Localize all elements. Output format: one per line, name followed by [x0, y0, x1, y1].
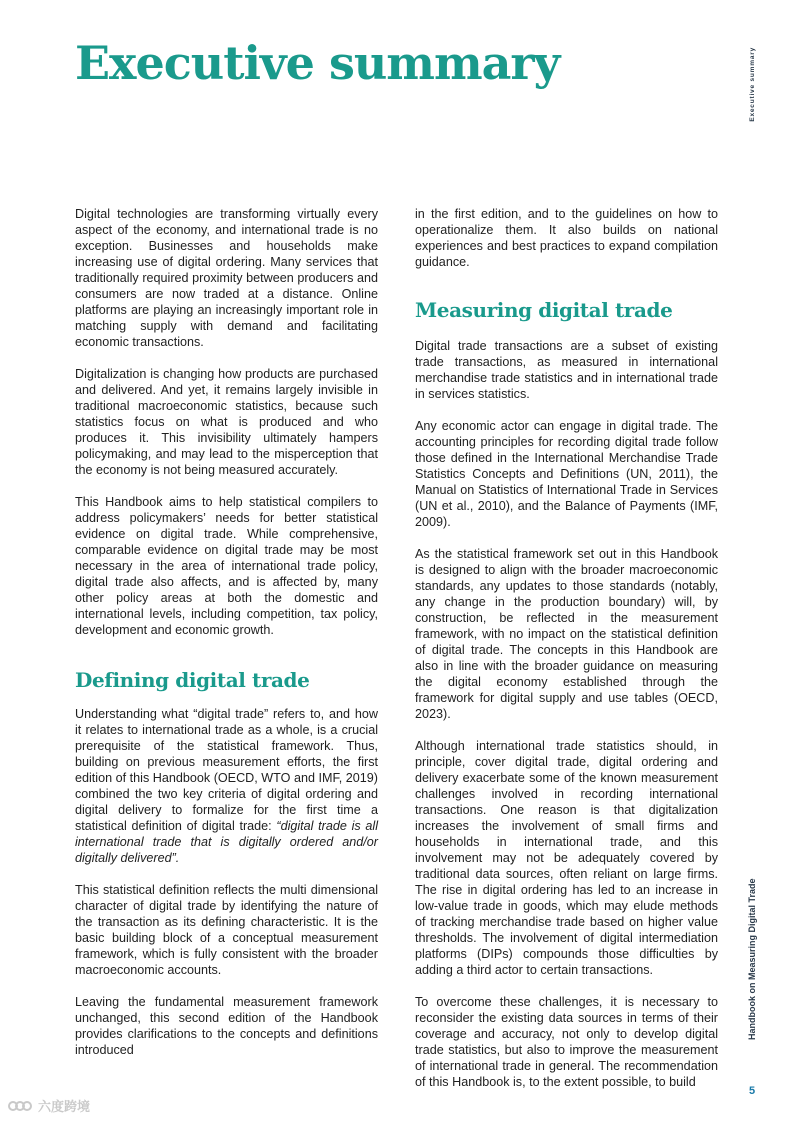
paragraph: Digital technologies are transforming virtually every aspect of the economy, and international trade is no exception. Businesses and households make increasing use of digital ordering. Many services that traditionally required proximity between producers and consumers are now traded at a distance. Online platforms are playing an increasingly important role in matching supply with demand and facilitating economic transactions.: [75, 207, 378, 349]
watermark-logo-icon: [8, 1098, 34, 1114]
watermark: [8, 1096, 90, 1115]
paragraph: This statistical definition reflects the multi dimensional character of digital trade by identifying the nature of the transaction as its defining characteristic. It is the basic building block of a conceptual measurement framework, which is fully consistent with the broader macroeconomic accounts.: [75, 883, 378, 977]
section-heading-measuring: Measuring digital trade: [415, 298, 673, 322]
paragraph: Digitalization is changing how products are purchased and delivered. And yet, it remains largely invisible in traditional macroeconomic statistics, because such statistics focus on what is produced and who produces it. This invisibility ultimately hampers policymaking, and may lead to the misperception that the economy is not being measured accurately.: [75, 367, 378, 477]
definition-quote: “digital trade is all international trade that is digitally ordered and/or digitally delivered”.: [75, 819, 379, 865]
page-title: Executive summary: [75, 36, 560, 90]
section-heading-defining: Defining digital trade: [75, 668, 310, 692]
paragraph-text: Understanding what “digital trade” refers to, and how it relates to international trade as a whole, is a crucial prerequisite of the statistical framework. Thus, building on previous measurement efforts, the first edition of this Handbook (OECD, WTO and IMF, 2019) combined the two key criteria of digital ordering and digital delivery to formalize for the first time a statistical definition of digital trade:: [75, 707, 378, 833]
right-column: [415, 206, 718, 1106]
paragraph: Leaving the fundamental measurement framework unchanged, this second edition of the Handbook provides clarifications to the concepts and definitions introduced: [75, 995, 378, 1057]
paragraph: Any economic actor can engage in digital trade. The accounting principles for recording digital trade follow those defined in the International Merchandise Trade Statistics Concepts and Definitions (UN, 2011), the Manual on Statistics of International Trade in Services (UN et al., 2010), and the Balance of Payments (IMF, 2009).: [415, 419, 718, 529]
paragraph: To overcome these challenges, it is necessary to reconsider the existing data sources in terms of their coverage and accuracy, not only to develop digital trade statistics, but also to improve the measurement of international trade in general. The recommendation of this Handbook is, to the extent possible, to build: [415, 995, 718, 1089]
paragraph: Digital trade transactions are a subset of existing trade transactions, as measured in international merchandise trade statistics and in international trade in services statistics.: [415, 339, 718, 401]
paragraph: This Handbook aims to help statistical compilers to address policymakers’ needs for better statistical evidence on digital trade. While comprehensive, comparable evidence on digital trade may be most necessary in the area of international trade policy, digital trade also affects, and is affected by, many other policy areas at both the domestic and international levels, including competition, tax policy, development and economic growth.: [75, 495, 378, 637]
page-number: 5: [749, 1085, 756, 1097]
paragraph: As the statistical framework set out in this Handbook is designed to align with the broader macroeconomic standards, any updates to those standards (notably, any change in the production boundary) will, by construction, be reflected in the measurement framework, with no impact on the statistical definition of digital trade. The concepts in this Handbook are also in line with the broader guidance on measuring the digital economy established through the framework for digital supply and use tables (OECD, 2023).: [415, 547, 718, 721]
running-head: Executive summary: [749, 47, 756, 122]
watermark-text: 六度跨境: [38, 1099, 91, 1114]
paragraph: [75, 706, 378, 866]
paragraph: Although international trade statistics should, in principle, cover digital trade, digital ordering and delivery exacerbate some of the known measurement challenges involved in recording international transactions. One reason is that digitalization increases the involvement of small firms and households in international trade, and this involvement may not be adequately covered by traditional data sources, often reliant on large firms. The rise in digital ordering has led to an increase in low-value trade in goods, which may elude methods of tracking merchandise trade based on higher value thresholds. The involvement of digital intermediation platforms (DIPs) compounds those difficulties by adding a third actor to certain transactions.: [415, 739, 718, 977]
paragraph: in the first edition, and to the guidelines on how to operationalize them. It also builds on national experiences and best practices to expand compilation guidance.: [415, 207, 718, 269]
book-title: Handbook on Measuring Digital Trade: [747, 878, 757, 1040]
left-column: [75, 206, 378, 1074]
